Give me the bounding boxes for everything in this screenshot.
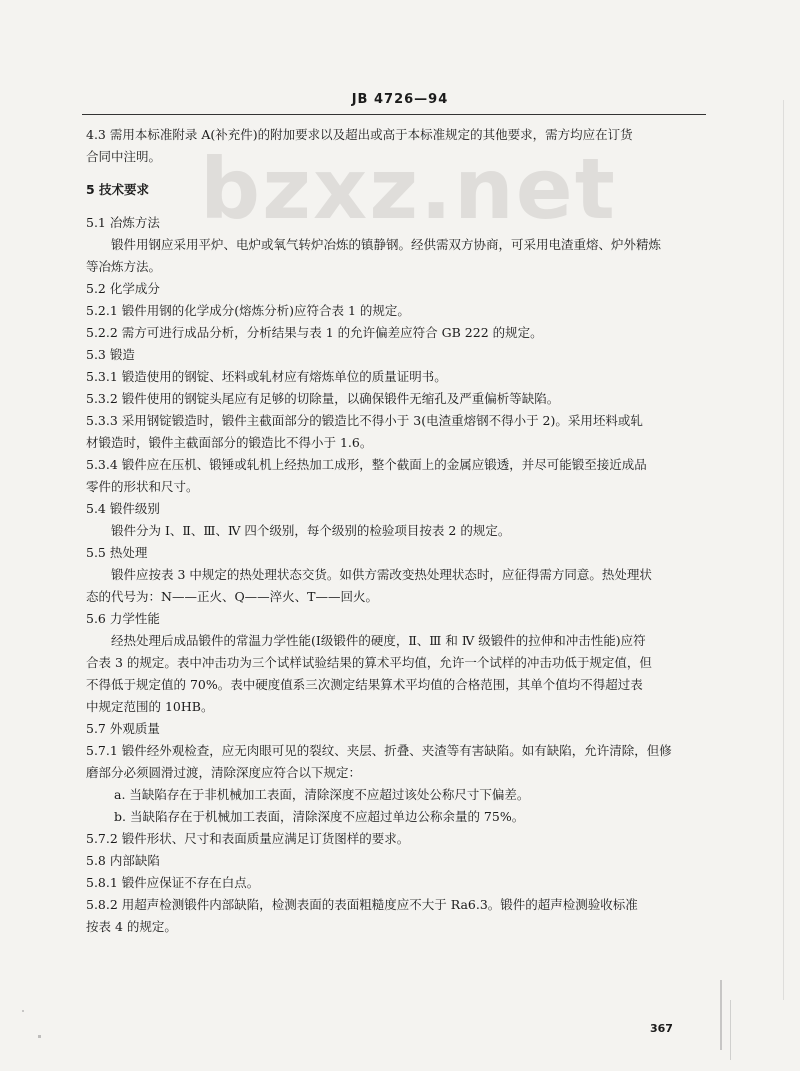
clause-5-2-2: 5.2.2 需方可进行成品分析，分析结果与表 1 的允许偏差应符合 GB 222 的规定。 bbox=[86, 325, 543, 340]
heading-5-6: 5.6 力学性能 bbox=[86, 611, 160, 626]
page-number: 367 bbox=[650, 1022, 673, 1035]
para-5-6-cont-1: 合表 3 的规定。表中冲击功为三个试样试验结果的算术平均值，允许一个试样的冲击功低于规定值，但 bbox=[86, 655, 652, 670]
watermark: bzxz.net bbox=[200, 140, 617, 238]
heading-5-1: 5.1 冶炼方法 bbox=[86, 215, 160, 230]
clause-5-3-3: 5.3.3 采用钢锭锻造时，锻件主截面部分的锻造比不得小于 3(电渣重熔钢不得小于 2)。采用坯料或轧 bbox=[86, 413, 643, 428]
clause-5-7-1: 5.7.1 锻件经外观检查，应无肉眼可见的裂纹、夹层、折叠、夹渣等有害缺陷。如有缺陷，允许清除，但修 bbox=[86, 743, 672, 758]
scan-mark bbox=[720, 980, 722, 1050]
clause-5-7-1-cont: 磨部分必须圆滑过渡，清除深度应符合以下规定： bbox=[86, 765, 362, 780]
scan-mark bbox=[730, 1000, 731, 1060]
item-b: b. 当缺陷存在于机械加工表面，清除深度不应超过单边公称余量的 75%。 bbox=[114, 809, 525, 824]
body-text bbox=[86, 124, 698, 938]
item-a: a. 当缺陷存在于非机械加工表面，清除深度不应超过该处公称尺寸下偏差。 bbox=[114, 787, 530, 802]
clause-5-3-2: 5.3.2 锻件使用的钢锭头尾应有足够的切除量，以确保锻件无缩孔及严重偏析等缺陷。 bbox=[86, 391, 560, 406]
standard-header: JB 4726—94 bbox=[351, 92, 449, 107]
para-5-5: 锻件应按表 3 中规定的热处理状态交货。如供方需改变热处理状态时，应征得需方同意。热处理状 bbox=[111, 567, 652, 582]
scan-mark bbox=[783, 100, 784, 1000]
scan-mark bbox=[38, 1035, 41, 1038]
heading-5-2: 5.2 化学成分 bbox=[86, 281, 160, 296]
clause-5-8-2: 5.8.2 用超声检测锻件内部缺陷，检测表面的表面粗糙度应不大于 Ra6.3。锻件的超声检测验收标准 bbox=[86, 897, 638, 912]
heading-5-8: 5.8 内部缺陷 bbox=[86, 853, 160, 868]
clause-4-3-cont: 合同中注明。 bbox=[86, 149, 162, 164]
clause-4-3: 4.3 需用本标准附录 A(补充件)的附加要求以及超出或高于本标准规定的其他要求，需方均应在订货 bbox=[86, 127, 633, 142]
heading-5-3: 5.3 锻造 bbox=[86, 347, 135, 362]
para-5-5-cont: 态的代号为：N——正火、Q——淬火、T——回火。 bbox=[86, 589, 379, 604]
clause-5-3-3-cont: 材锻造时，锻件主截面部分的锻造比不得小于 1.6。 bbox=[86, 435, 373, 450]
clause-5-2-1: 5.2.1 锻件用钢的化学成分(熔炼分析)应符合表 1 的规定。 bbox=[86, 303, 410, 318]
para-5-6-cont-2: 不得低于规定值的 70%。表中硬度值系三次测定结果算术平均值的合格范围，其单个值均不得超过表 bbox=[86, 677, 643, 692]
heading-5-7: 5.7 外观质量 bbox=[86, 721, 160, 736]
scan-mark bbox=[22, 1010, 24, 1012]
heading-5-5: 5.5 热处理 bbox=[86, 545, 148, 560]
clause-5-3-4-cont: 零件的形状和尺寸。 bbox=[86, 479, 199, 494]
para-5-4: 锻件分为 Ⅰ、Ⅱ、Ⅲ、Ⅳ 四个级别，每个级别的检验项目按表 2 的规定。 bbox=[111, 523, 511, 538]
section-5-heading: 5 技术要求 bbox=[86, 182, 150, 197]
para-5-1-cont: 等冶炼方法。 bbox=[86, 259, 162, 274]
para-5-1: 锻件用钢应采用平炉、电炉或氧气转炉冶炼的镇静钢。经供需双方协商，可采用电渣重熔、炉外精炼 bbox=[111, 237, 662, 252]
clause-5-8-2-cont: 按表 4 的规定。 bbox=[86, 919, 177, 934]
header-rule bbox=[82, 114, 706, 115]
clause-5-8-1: 5.8.1 锻件应保证不存在白点。 bbox=[86, 875, 260, 890]
clause-5-7-2: 5.7.2 锻件形状、尺寸和表面质量应满足订货图样的要求。 bbox=[86, 831, 410, 846]
heading-5-4: 5.4 锻件级别 bbox=[86, 501, 160, 516]
clause-5-3-4: 5.3.4 锻件应在压机、锻锤或轧机上经热加工成形，整个截面上的金属应锻透，并尽可能锻至接近成品 bbox=[86, 457, 647, 472]
para-5-6-cont-3: 中规定范围的 10HB。 bbox=[86, 699, 214, 714]
para-5-6: 经热处理后成品锻件的常温力学性能(Ⅰ级锻件的硬度，Ⅱ、Ⅲ 和 Ⅳ 级锻件的拉伸和冲击性能)应符 bbox=[111, 633, 646, 648]
clause-5-3-1: 5.3.1 锻造使用的钢锭、坯料或轧材应有熔炼单位的质量证明书。 bbox=[86, 369, 447, 384]
